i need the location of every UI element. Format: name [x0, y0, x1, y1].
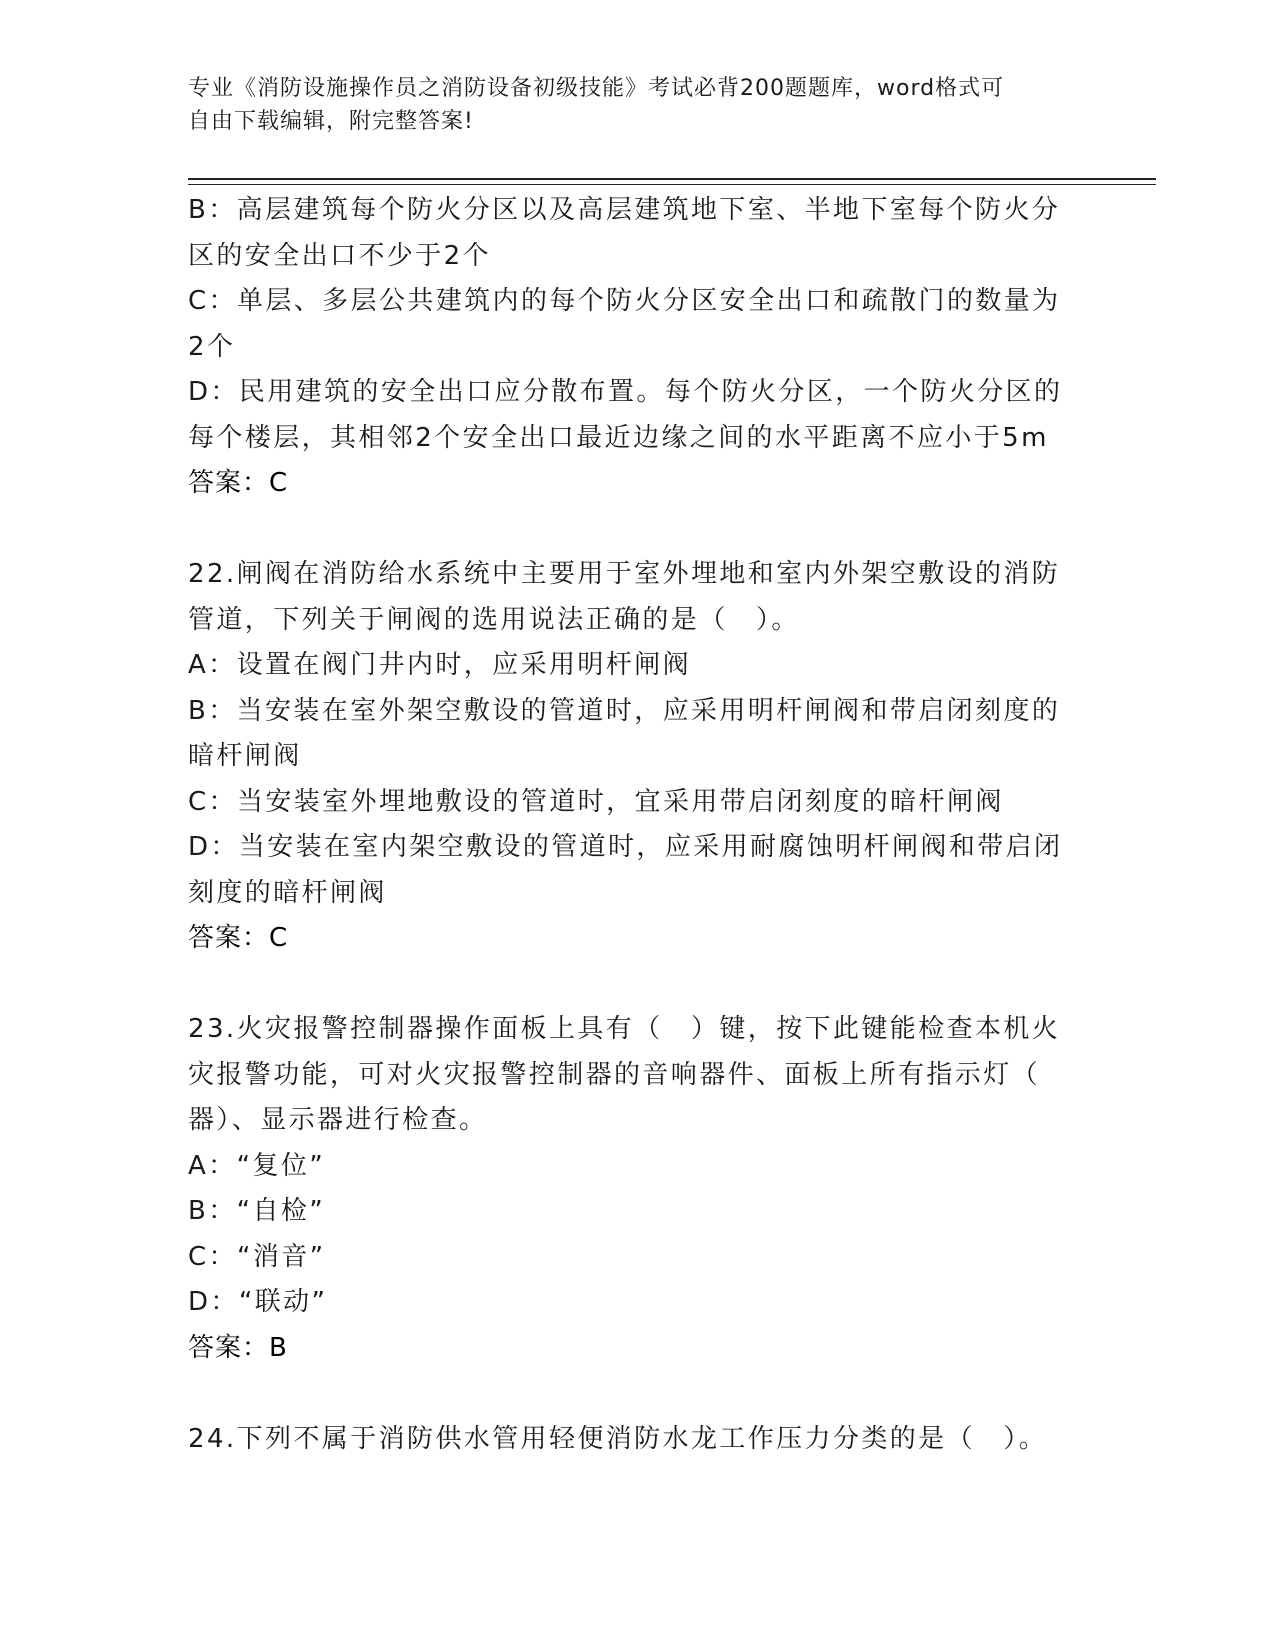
- question-stem-line: 灾报警功能，可对火灾报警控制器的音响器件、面板上所有指示灯（: [188, 1059, 1041, 1090]
- option-line: A：设置在阀门井内时，应采用明杆闸阀: [188, 650, 691, 680]
- option-d: [188, 825, 1078, 916]
- question-23: [188, 1007, 1078, 1371]
- option-c: [188, 1235, 1078, 1281]
- option-line: D：当安装在室内架空敷设的管道时，应采用耐腐蚀明杆闸阀和带启闭: [188, 832, 1063, 862]
- answer-label: 答案：B: [188, 1332, 288, 1363]
- option-line: 区的安全出口不少于2个: [188, 240, 491, 271]
- document-body: [188, 188, 1078, 1462]
- header-line-1: 专业《消防设施操作员之消防设备初级技能》考试必背200题题库，word格式可: [188, 76, 1005, 101]
- option-b: [188, 1189, 1078, 1235]
- question-stem-line: 22.闸阀在消防给水系统中主要用于室外埋地和室内外架空敷设的消防: [188, 559, 1061, 589]
- spacer: [188, 962, 1078, 1008]
- option-line: B：高层建筑每个防火分区以及高层建筑地下室、半地下室每个防火分: [188, 195, 1061, 225]
- option-d: [188, 1280, 1078, 1326]
- option-line: 刻度的暗杆闸阀: [188, 877, 387, 908]
- question-21-continued: [188, 188, 1078, 507]
- header-rule-thin: [188, 184, 1156, 185]
- page-header: [188, 72, 1068, 138]
- option-c: [188, 780, 1078, 826]
- option-c: [188, 279, 1078, 370]
- option-line: 暗杆闸阀: [188, 741, 302, 771]
- option-d: [188, 370, 1078, 461]
- answer-label: 答案：C: [188, 923, 289, 953]
- option-a: [188, 1144, 1078, 1190]
- option-line: D：“联动”: [188, 1287, 328, 1317]
- option-line: B：当安装在室外架空敷设的管道时，应采用明杆闸阀和带启闭刻度的: [188, 695, 1061, 726]
- option-line: 2个: [188, 331, 236, 362]
- option-line: A：“复位”: [188, 1150, 326, 1181]
- option-line: C：“消音”: [188, 1241, 326, 1272]
- spacer: [188, 507, 1078, 553]
- option-b: [188, 689, 1078, 780]
- option-line: 每个楼层，其相邻2个安全出口最近边缘之间的水平距离不应小于5m: [188, 422, 1049, 453]
- option-line: B：“自检”: [188, 1196, 326, 1226]
- option-line: D：民用建筑的安全出口应分散布置。每个防火分区，一个防火分区的: [188, 377, 1063, 407]
- question-24: [188, 1417, 1078, 1463]
- option-a: [188, 643, 1078, 689]
- header-line-2: 自由下载编辑，附完整答案!: [188, 109, 474, 134]
- question-22: [188, 552, 1078, 962]
- header-rule-thick: [188, 178, 1156, 180]
- option-line: C：单层、多层公共建筑内的每个防火分区安全出口和疏散门的数量为: [188, 286, 1061, 316]
- question-stem-line: 管道，下列关于闸阀的选用说法正确的是（ ）。: [188, 604, 800, 635]
- answer-label: 答案：C: [188, 468, 289, 498]
- question-stem-line: 23.火灾报警控制器操作面板上具有（ ）键，按下此键能检查本机火: [188, 1014, 1061, 1044]
- spacer: [188, 1371, 1078, 1417]
- option-b: [188, 188, 1078, 279]
- option-line: C：当安装室外埋地敷设的管道时，宜采用带启闭刻度的暗杆闸阀: [188, 786, 1004, 817]
- question-stem-line: 器）、显示器进行检查。: [188, 1105, 488, 1135]
- question-stem-line: 24.下列不属于消防供水管用轻便消防水龙工作压力分类的是（ ）。: [188, 1423, 1048, 1454]
